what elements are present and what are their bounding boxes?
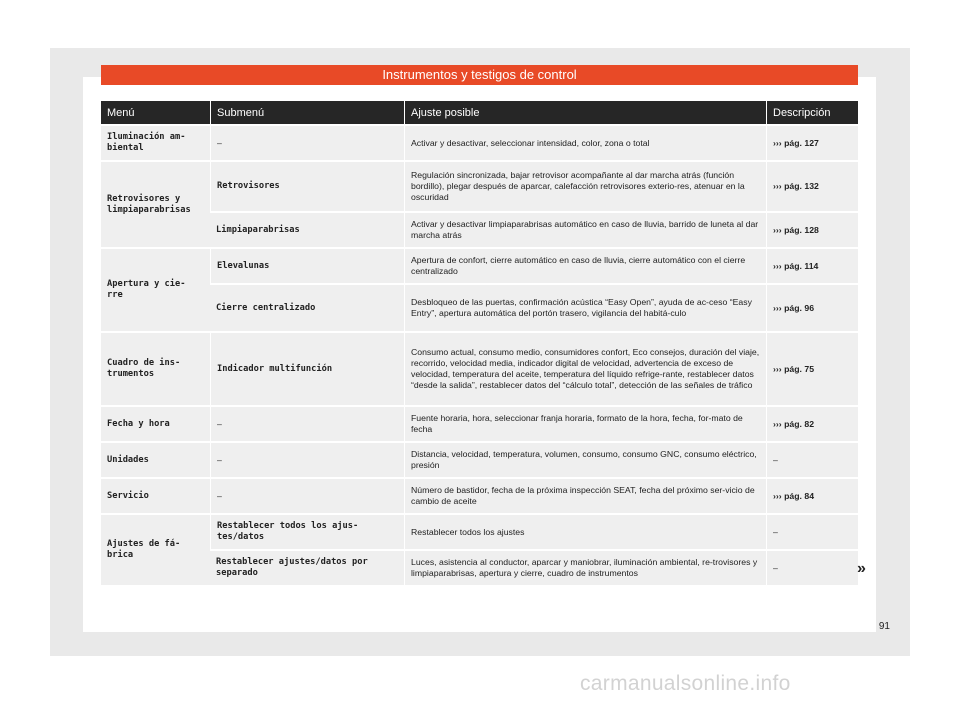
ajuste-cell: Activar y desactivar, seleccionar intensidad, color, zona o total xyxy=(404,124,766,160)
descripcion-cell: ››› pág. 114 xyxy=(766,247,858,283)
submenu-cell: Elevalunas xyxy=(210,247,404,283)
menu-cell: Fecha y hora xyxy=(101,405,210,441)
submenu-cell: Restablecer ajustes/datos por separado xyxy=(210,549,404,585)
table-row xyxy=(101,549,858,585)
header-ajuste: Ajuste posible xyxy=(404,101,766,124)
continued-indicator: » xyxy=(857,560,866,577)
ajuste-cell: Apertura de confort, cierre automático en caso de lluvia, cierre automático con el cierre centralizado xyxy=(404,247,766,283)
ajuste-cell: Distancia, velocidad, temperatura, volumen, consumo, consumo GNC, consumo eléctrico, presión xyxy=(404,441,766,477)
submenu-cell: – xyxy=(210,441,404,477)
table-row xyxy=(101,513,858,549)
table-header-row xyxy=(101,101,858,124)
table-row xyxy=(101,477,858,513)
menu-cell: Apertura y cie- rre xyxy=(101,247,210,331)
table-row xyxy=(101,405,858,441)
descripcion-cell: ››› pág. 132 xyxy=(766,160,858,211)
ajuste-cell: Regulación sincronizada, bajar retrovisor acompañante al dar marcha atrás (función bordillo), plegar después de aparcar, calefacción retrovisores exterio-res, atenuar en la oscuridad xyxy=(404,160,766,211)
ajuste-cell: Activar y desactivar limpiaparabrisas automático en caso de lluvia, barrido de luneta al dar marcha atrás xyxy=(404,211,766,247)
header-menu: Menú xyxy=(101,101,210,124)
menu-cell: Ajustes de fá- brica xyxy=(101,513,210,585)
submenu-cell: – xyxy=(210,477,404,513)
page-number: 91 xyxy=(878,621,890,632)
table-row xyxy=(101,124,858,160)
descripcion-cell: ››› pág. 128 xyxy=(766,211,858,247)
ajuste-cell: Consumo actual, consumo medio, consumidores confort, Eco consejos, duración del viaje, recorrido, velocidad media, indicador digital de velocidad, advertencia de exceso de velocidad, temperatura del aceite, temperatura del líquido refrige-rante, restablecer datos “desde la salida”, restablecer datos del “cálculo total”, detección de las señales de tráfico xyxy=(404,331,766,405)
table-row xyxy=(101,247,858,283)
ajuste-cell: Luces, asistencia al conductor, aparcar y maniobrar, iluminación ambiental, re-trovisores y limpiaparabrisas, apertura y cierre, cuadro de instrumentos xyxy=(404,549,766,585)
menu-cell: Retrovisores y limpiaparabrisas xyxy=(101,160,210,247)
table-row xyxy=(101,160,858,211)
menu-cell: Servicio xyxy=(101,477,210,513)
table-row xyxy=(101,283,858,331)
submenu-cell: Limpiaparabrisas xyxy=(210,211,404,247)
menu-cell: Unidades xyxy=(101,441,210,477)
ajuste-cell: Desbloqueo de las puertas, confirmación acústica “Easy Open”, ayuda de ac-ceso “Easy Entry”, apertura automática del portón trasero, vigilancia del habitá-culo xyxy=(404,283,766,331)
submenu-cell: Retrovisores xyxy=(210,160,404,211)
descripcion-cell: ››› pág. 75 xyxy=(766,331,858,405)
header-submenu: Submenú xyxy=(210,101,404,124)
section-title: Instrumentos y testigos de control xyxy=(101,65,858,85)
settings-table xyxy=(101,101,858,585)
ajuste-cell: Restablecer todos los ajustes xyxy=(404,513,766,549)
ajuste-cell: Fuente horaria, hora, seleccionar franja horaria, formato de la hora, fecha, for-mato de fecha xyxy=(404,405,766,441)
descripcion-cell: ››› pág. 84 xyxy=(766,477,858,513)
menu-cell: Iluminación am- biental xyxy=(101,124,210,160)
submenu-cell: – xyxy=(210,405,404,441)
header-descripcion: Descripción xyxy=(766,101,858,124)
table-row xyxy=(101,441,858,477)
descripcion-cell: – xyxy=(766,549,858,585)
table-row xyxy=(101,331,858,405)
descripcion-cell: ››› pág. 96 xyxy=(766,283,858,331)
submenu-cell: Indicador multifunción xyxy=(210,331,404,405)
descripcion-cell: ››› pág. 127 xyxy=(766,124,858,160)
submenu-cell: Cierre centralizado xyxy=(210,283,404,331)
descripcion-cell: ››› pág. 82 xyxy=(766,405,858,441)
descripcion-cell: – xyxy=(766,513,858,549)
watermark: carmanualsonline.info xyxy=(580,672,791,695)
submenu-cell: – xyxy=(210,124,404,160)
descripcion-cell: – xyxy=(766,441,858,477)
table-row xyxy=(101,211,858,247)
menu-cell: Cuadro de ins- trumentos xyxy=(101,331,210,405)
submenu-cell: Restablecer todos los ajus- tes/datos xyxy=(210,513,404,549)
ajuste-cell: Número de bastidor, fecha de la próxima inspección SEAT, fecha del próximo ser-vicio de cambio de aceite xyxy=(404,477,766,513)
